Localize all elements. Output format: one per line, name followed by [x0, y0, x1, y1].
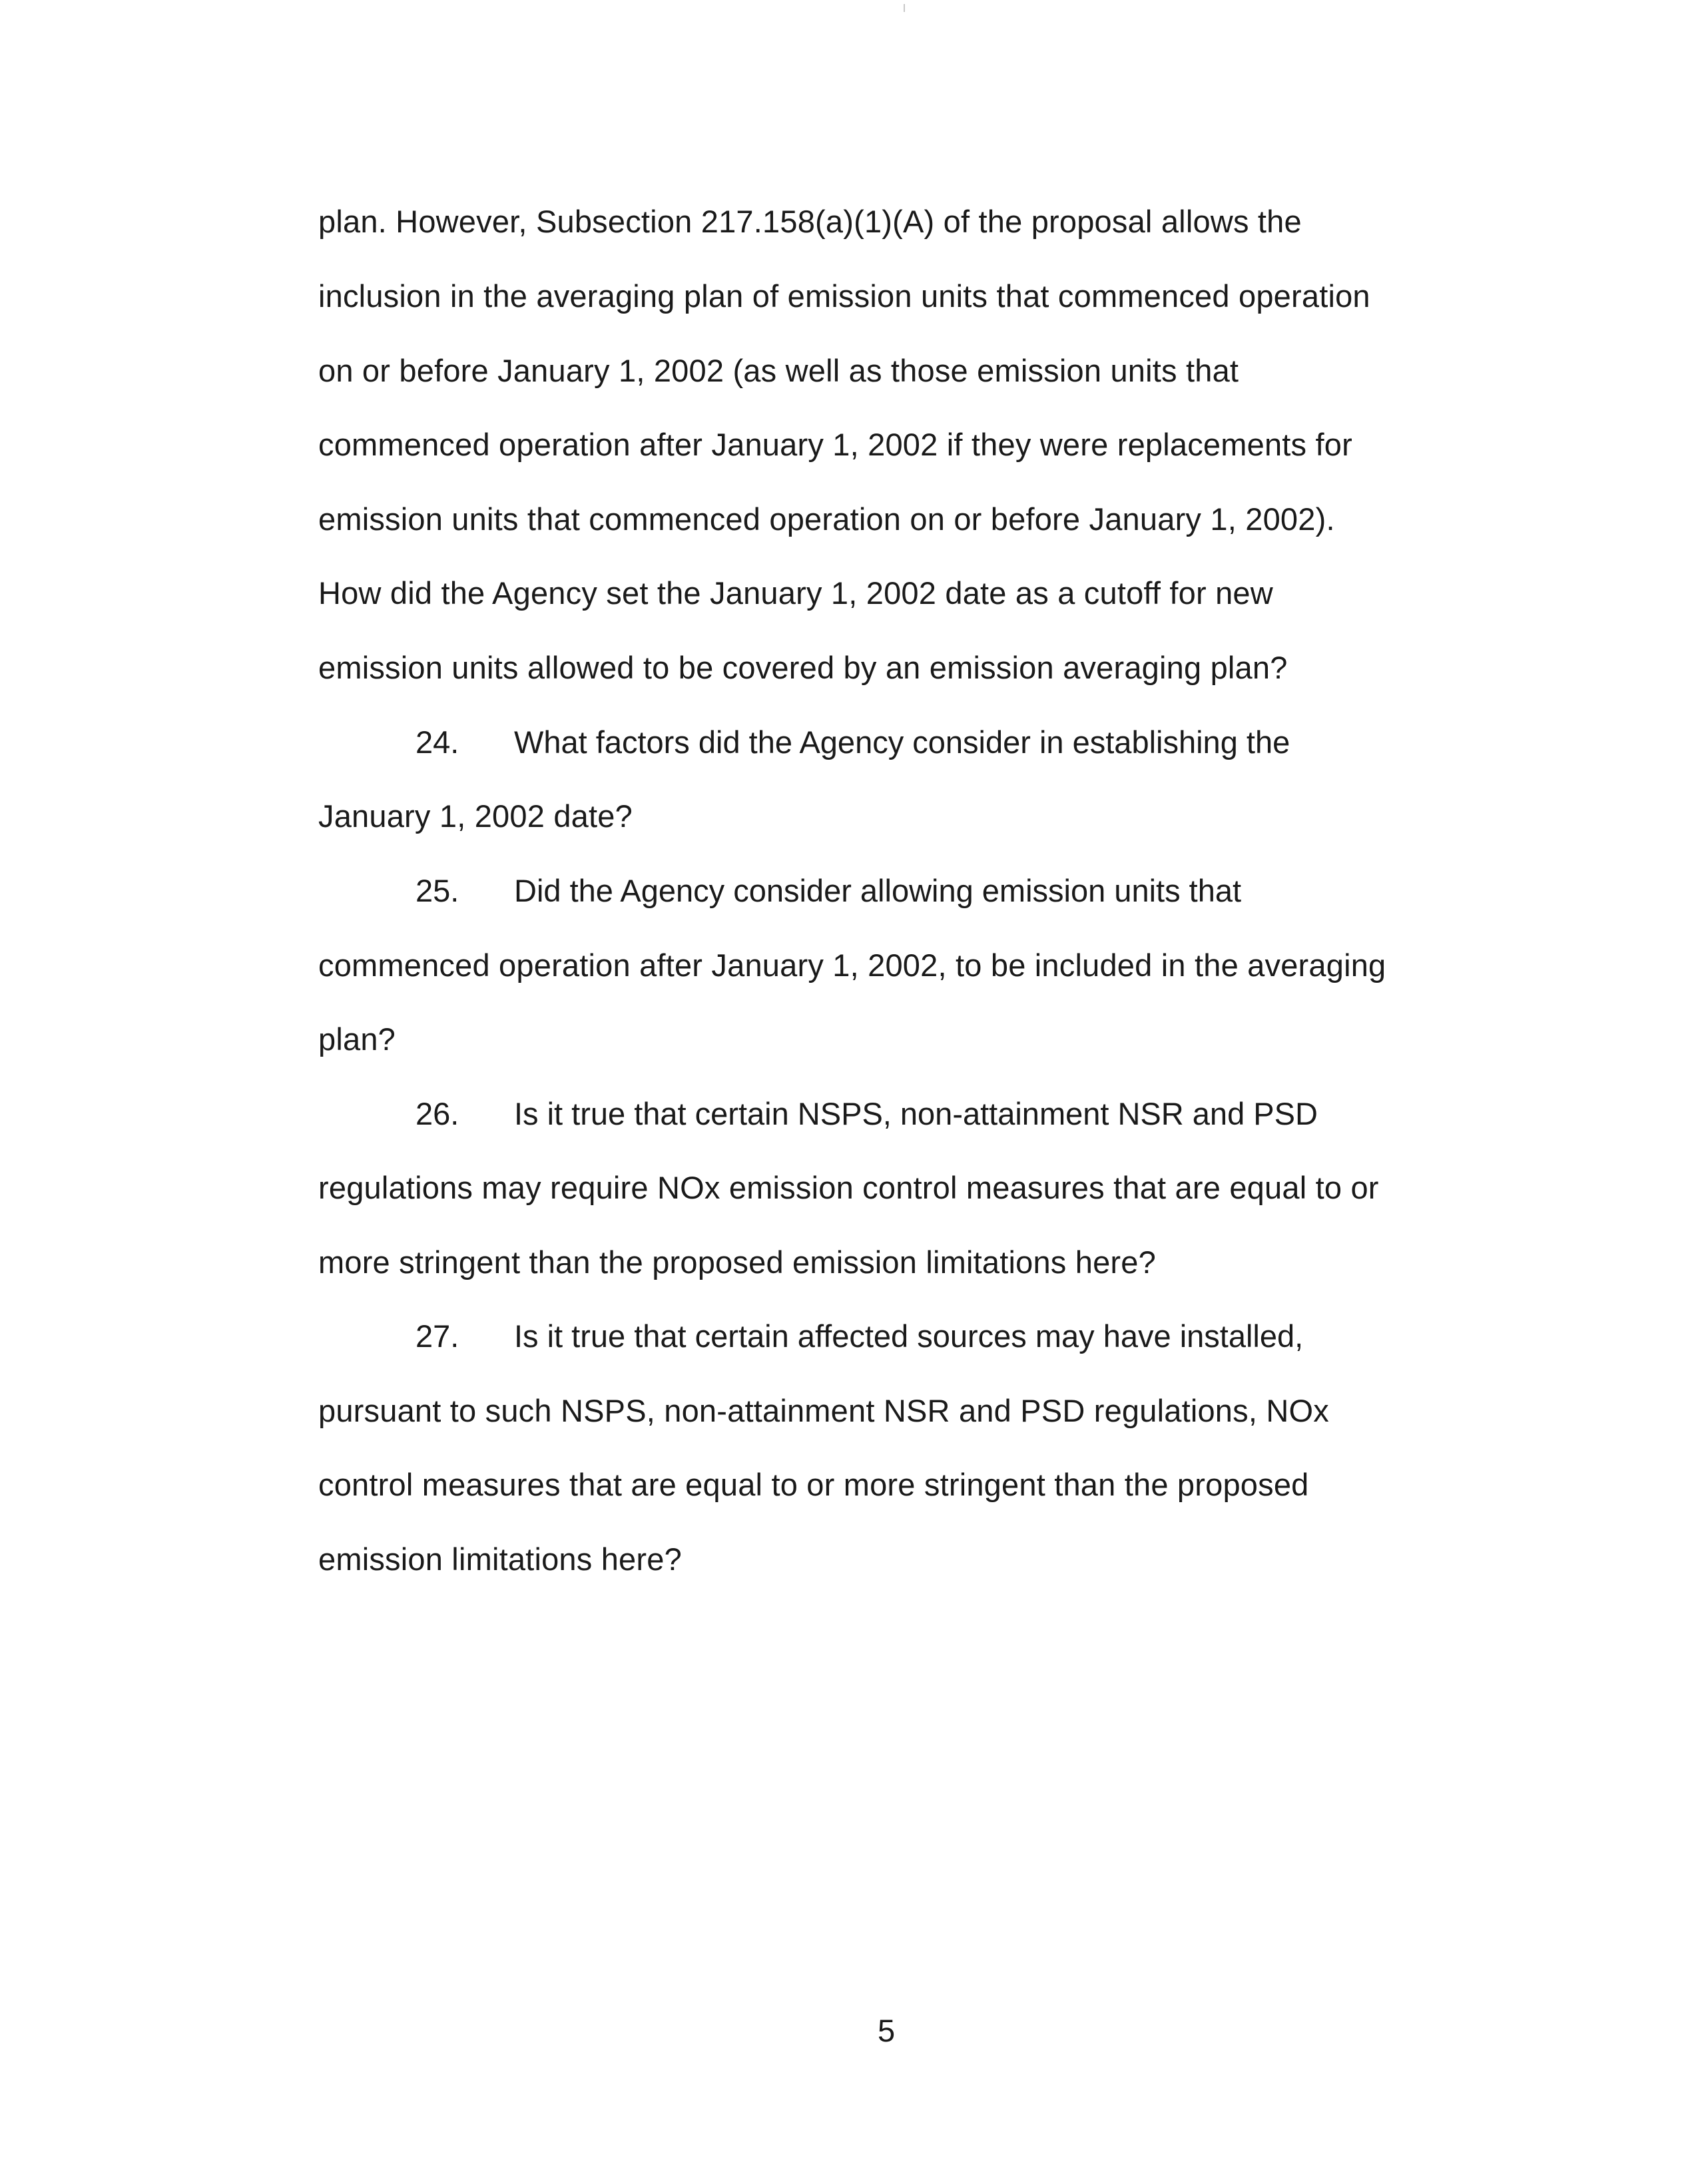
item-continuation-line: more stringent than the proposed emission limitations here?: [318, 1244, 1156, 1280]
item-first-line: Is it true that certain affected sources may have installed,: [514, 1318, 1304, 1354]
item-continuation-line: pursuant to such NSPS, non-attainment NSR and PSD regulations, NOx: [318, 1393, 1329, 1428]
paragraph-line: commenced operation after January 1, 2002 if they were replacements for: [318, 427, 1352, 462]
item-continuation-line: control measures that are equal to or more stringent than the proposed: [318, 1467, 1309, 1502]
item-continuation-line: commenced operation after January 1, 2002, to be included in the averaging: [318, 948, 1386, 983]
item-first-line: Is it true that certain NSPS, non-attainment NSR and PSD: [514, 1096, 1318, 1131]
paragraph-line: inclusion in the averaging plan of emission units that commenced operation: [318, 278, 1370, 314]
item-continuation-line: plan?: [318, 1021, 396, 1057]
item-number: 25.: [416, 873, 459, 908]
paragraph-line: on or before January 1, 2002 (as well as those emission units that: [318, 353, 1239, 388]
item-first-line: Did the Agency consider allowing emission units that: [514, 873, 1242, 908]
item-number: 26.: [416, 1096, 459, 1131]
scan-speck: [904, 4, 905, 12]
item-number: 24.: [416, 724, 459, 760]
item-continuation-line: emission limitations here?: [318, 1541, 682, 1577]
paragraph-line: emission units allowed to be covered by an emission averaging plan?: [318, 650, 1288, 685]
paragraph-line: emission units that commenced operation on or before January 1, 2002).: [318, 501, 1335, 537]
page-number: 5: [878, 2013, 896, 2048]
item-number: 27.: [416, 1318, 459, 1354]
paragraph-line: plan. However, Subsection 217.158(a)(1)(A) of the proposal allows the: [318, 204, 1302, 239]
item-continuation-line: January 1, 2002 date?: [318, 798, 633, 834]
item-continuation-line: regulations may require NOx emission control measures that are equal to or: [318, 1170, 1379, 1205]
paragraph-line: How did the Agency set the January 1, 2002 date as a cutoff for new: [318, 575, 1273, 611]
item-first-line: What factors did the Agency consider in establishing the: [514, 724, 1290, 760]
